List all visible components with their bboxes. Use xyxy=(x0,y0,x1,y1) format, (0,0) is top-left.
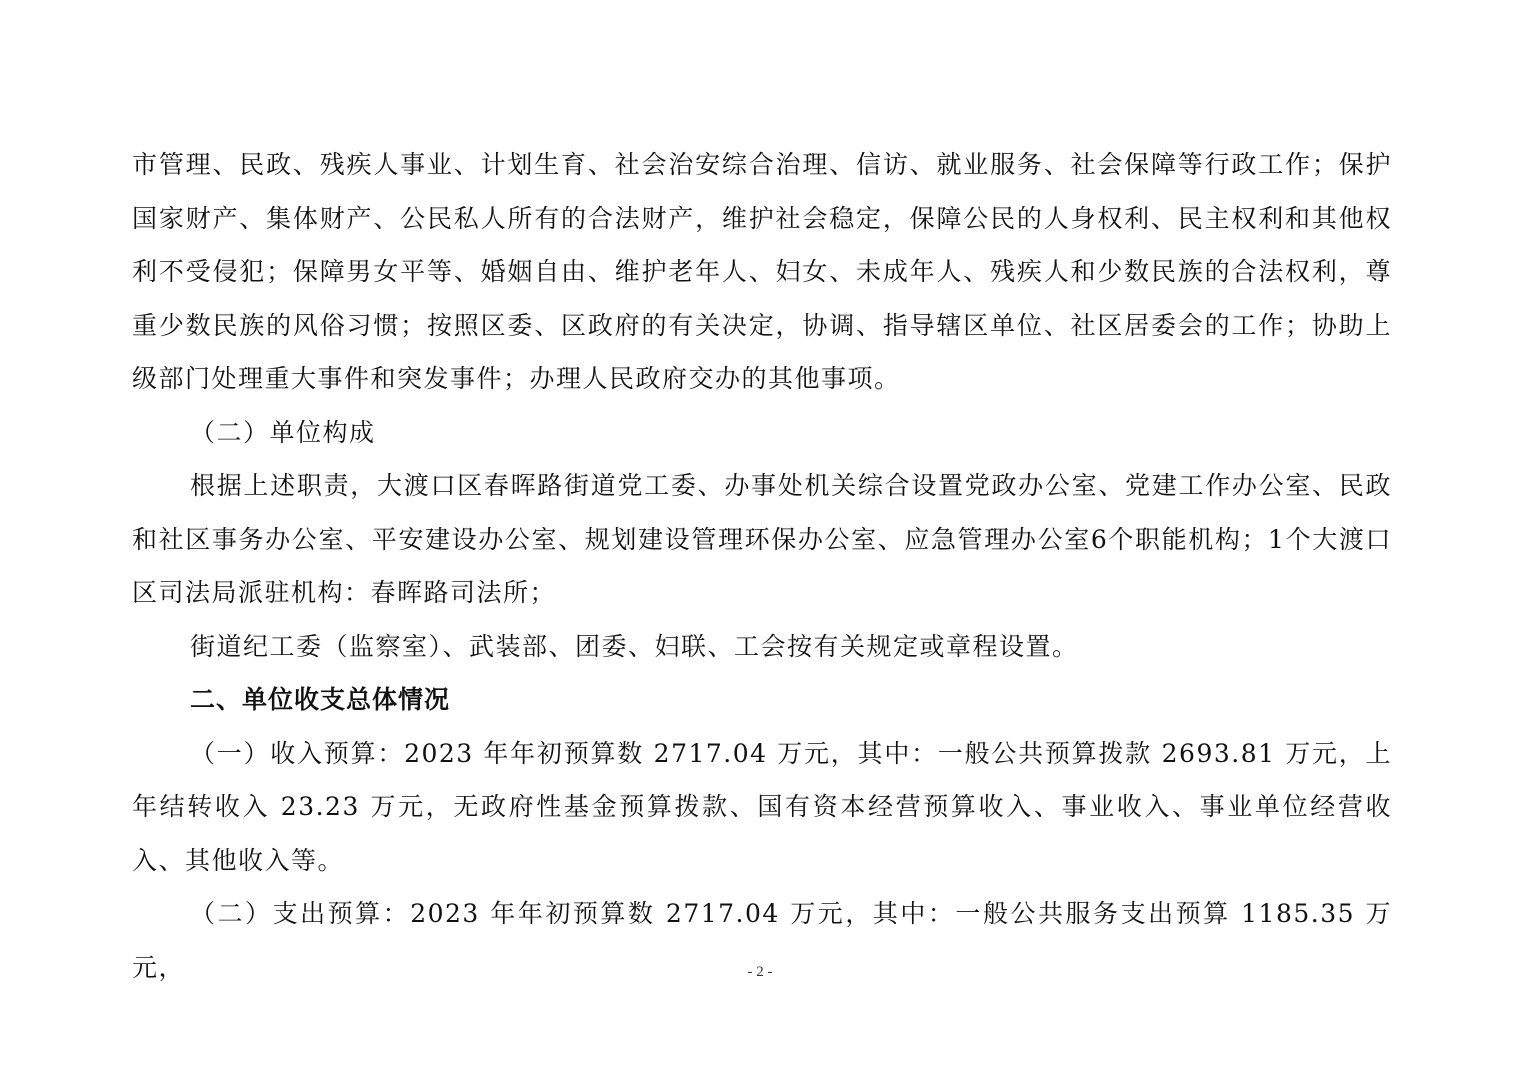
page-number: - 2 - xyxy=(747,964,773,980)
paragraph-other-bodies: 街道纪工委（监察室）、武装部、团委、妇联、工会按有关规定或章程设置。 xyxy=(190,631,1079,661)
document-body xyxy=(132,138,1392,994)
paragraph-unit-composition: 根据上述职责，大渡口区春晖路街道党工委、办事处机关综合设置党政办公室、党建工作办公室、民政和社区事务办公室、平安建设办公室、规划建设管理环保办公室、应急管理办公室6个职能机构；1个大渡口区司法局派驻机构：春晖路司法所； xyxy=(132,471,1392,607)
section-heading-budget-overview: 二、单位收支总体情况 xyxy=(190,685,451,714)
paragraph-expenditure-budget: （二）支出预算：2023 年年初预算数 2717.04 万元，其中：一般公共服务支出预算 1185.35 万元， xyxy=(132,899,1392,982)
section-heading-unit-composition: （二）单位构成 xyxy=(190,417,376,447)
paragraph-income-budget: （一）收入预算：2023 年年初预算数 2717.04 万元，其中：一般公共预算拨款 2693.81 万元，上年结转收入 23.23 万元，无政府性基金预算拨款、国有资本经营预算收入、事业收入、事业单位经营收入、其他收入等。 xyxy=(132,738,1392,875)
paragraph-duties-continued: 市管理、民政、残疾人事业、计划生育、社会治安综合治理、信访、就业服务、社会保障等行政工作；保护国家财产、集体财产、公民私人所有的合法财产，维护社会稳定，保障公民的人身权利、民主权利和其他权利不受侵犯；保障男女平等、婚姻自由、维护老年人、妇女、未成年人、残疾人和少数民族的合法权利，尊重少数民族的风俗习惯；按照区委、区政府的有关决定，协调、指导辖区单位、社区居委会的工作；协助上级部门处理重大事件和突发事件；办理人民政府交办的其他事项。 xyxy=(132,150,1392,393)
